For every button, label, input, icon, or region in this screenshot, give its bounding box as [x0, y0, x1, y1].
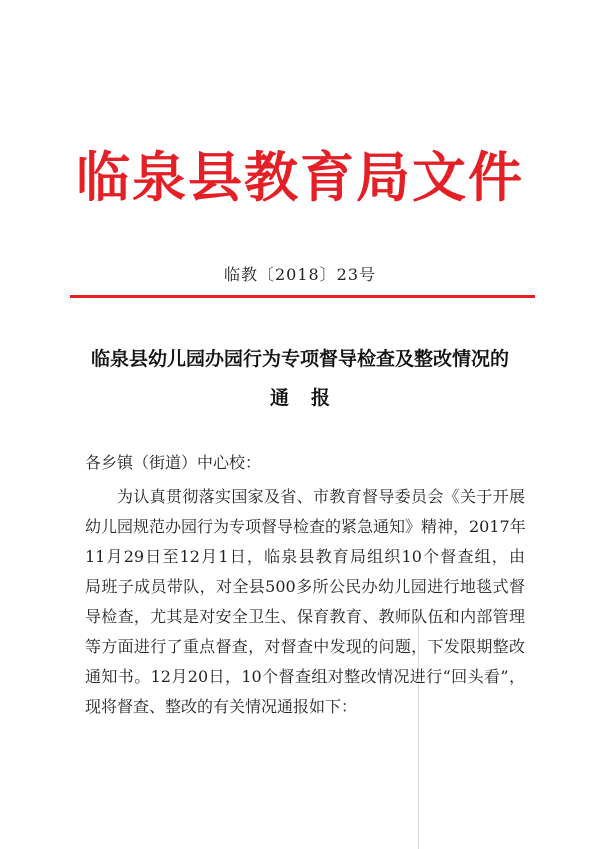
document-header-title: 临泉县教育局文件 [76, 146, 524, 209]
body-line: 局班子成员带队，对全县500多所公民办幼儿园进行地毯式督 [85, 577, 525, 596]
body-line: 导检查，尤其是对安全卫生、保育教育、教师队伍和内部管理 [85, 607, 525, 626]
report-title-line-1: 临泉县幼儿园办园行为专项督导检查及整改情况的 [90, 348, 509, 370]
body-line: 等方面进行了重点督查，对督查中发现的问题，下发限期整改 [85, 637, 525, 656]
body-line: 11月29日至12月1日，临泉县教育局组织10个督查组，由 [85, 547, 525, 566]
body-line: 幼儿园规范办园行为专项督导检查的紧急通知》精神，2017年 [85, 517, 526, 536]
body-paragraph [85, 482, 525, 722]
red-divider-line [70, 295, 535, 298]
body-line: 为认真贯彻落实国家及省、市教育督导委员会《关于开展 [117, 487, 525, 506]
body-line: 通知书。12月20日，10个督查组对整改情况进行“回头看”， [85, 667, 525, 686]
report-title-line-2: 通报 [269, 387, 352, 409]
body-line: 现将督查、整改的有关情况通报如下： [85, 697, 358, 716]
document-number: 临教〔2018〕23号 [223, 265, 377, 284]
salutation: 各乡镇（街道）中心校： [85, 453, 262, 472]
